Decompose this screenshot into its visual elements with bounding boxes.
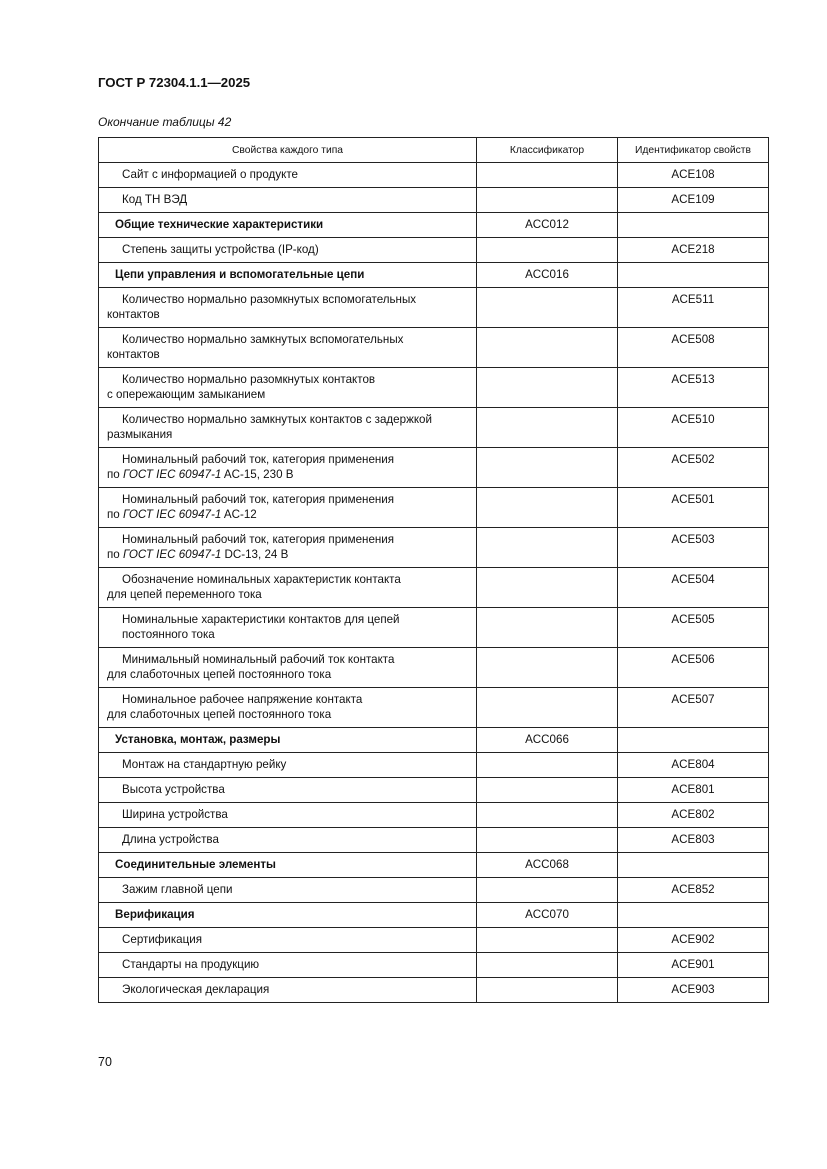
column-header-properties: Свойства каждого типа xyxy=(99,138,477,163)
column-header-property-id: Идентификатор свойств xyxy=(618,138,769,163)
classifier-cell: ACC066 xyxy=(477,728,618,753)
property-name-line1: Количество нормально разомкнутых контактов xyxy=(122,373,376,386)
property-name-line2-tail: DC-13, 24 В xyxy=(221,548,289,561)
property-name: Ширина устройства xyxy=(122,808,228,821)
table-row xyxy=(99,408,769,448)
property-name-cell xyxy=(99,853,477,878)
table-row xyxy=(99,328,769,368)
property-id-cell: ACE503 xyxy=(618,528,769,568)
property-name: Код ТН ВЭД xyxy=(122,193,188,206)
properties-table xyxy=(98,137,769,1003)
property-id-cell xyxy=(618,213,769,238)
property-id-cell: ACE504 xyxy=(618,568,769,608)
standard-reference: ГОСТ IEC 60947-1 xyxy=(122,468,222,481)
property-name-line1: Обозначение номинальных характеристик контакта xyxy=(122,573,401,586)
property-id-cell: ACE502 xyxy=(618,448,769,488)
property-name-cell xyxy=(99,188,477,213)
property-name-line1: Номинальный рабочий ток, категория применения xyxy=(122,533,395,546)
property-name-line1: Количество нормально разомкнутых вспомогательных xyxy=(122,293,417,306)
table-row xyxy=(99,448,769,488)
property-id-cell: ACE804 xyxy=(618,753,769,778)
classifier-cell xyxy=(477,368,618,408)
property-id-cell: ACE218 xyxy=(618,238,769,263)
property-name-cell xyxy=(99,778,477,803)
classifier-cell xyxy=(477,288,618,328)
classifier-cell xyxy=(477,978,618,1003)
classifier-cell xyxy=(477,188,618,213)
classifier-cell xyxy=(477,828,618,853)
table-row xyxy=(99,488,769,528)
classifier-cell xyxy=(477,753,618,778)
property-name-cell xyxy=(99,328,477,368)
property-name-cell xyxy=(99,528,477,568)
section-heading: Соединительные элементы xyxy=(115,858,276,871)
property-name-cell xyxy=(99,953,477,978)
table-caption: Окончание таблицы 42 xyxy=(98,115,232,129)
property-name-line1: Номинальный рабочий ток, категория применения xyxy=(122,453,395,466)
property-name-line1: Количество нормально замкнутых вспомогательных xyxy=(122,333,404,346)
classifier-cell xyxy=(477,238,618,263)
property-name-cell xyxy=(99,288,477,328)
table-row xyxy=(99,368,769,408)
classifier-cell: ACC070 xyxy=(477,903,618,928)
property-name-line2: по xyxy=(107,548,123,561)
property-name-cell xyxy=(99,828,477,853)
classifier-cell xyxy=(477,778,618,803)
property-id-cell: ACE802 xyxy=(618,803,769,828)
property-name-cell xyxy=(99,688,477,728)
property-name-line2: постоянного тока xyxy=(122,628,215,641)
property-name-line2: размыкания xyxy=(107,428,173,441)
property-name-line1: Номинальное рабочее напряжение контакта xyxy=(122,693,363,706)
property-id-cell: ACE901 xyxy=(618,953,769,978)
standard-reference: ГОСТ IEC 60947-1 xyxy=(122,548,222,561)
property-id-cell: ACE801 xyxy=(618,778,769,803)
property-name: Степень защиты устройства (IP-код) xyxy=(122,243,319,256)
property-id-cell: ACE902 xyxy=(618,928,769,953)
property-name-cell xyxy=(99,408,477,448)
property-id-cell xyxy=(618,728,769,753)
table-body xyxy=(99,163,769,1003)
classifier-cell xyxy=(477,163,618,188)
classifier-cell: ACC068 xyxy=(477,853,618,878)
property-id-cell: ACE511 xyxy=(618,288,769,328)
property-name: Стандарты на продукцию xyxy=(122,958,260,971)
classifier-cell xyxy=(477,408,618,448)
property-name-cell xyxy=(99,568,477,608)
property-id-cell: ACE513 xyxy=(618,368,769,408)
property-name-line1: Минимальный номинальный рабочий ток контакта xyxy=(122,653,395,666)
classifier-cell xyxy=(477,688,618,728)
page-number: 70 xyxy=(98,1055,112,1069)
property-name-cell xyxy=(99,648,477,688)
table-header-row xyxy=(99,138,769,163)
property-name-cell xyxy=(99,903,477,928)
classifier-cell xyxy=(477,648,618,688)
table-row xyxy=(99,608,769,648)
property-name-line2: контактов xyxy=(107,308,160,321)
table-row xyxy=(99,728,769,753)
property-name-line1: Количество нормально замкнутых контактов с задержкой xyxy=(122,413,432,426)
classifier-cell xyxy=(477,928,618,953)
property-name: Монтаж на стандартную рейку xyxy=(122,758,287,771)
classifier-cell xyxy=(477,803,618,828)
property-name-cell xyxy=(99,238,477,263)
classifier-cell xyxy=(477,488,618,528)
table-row xyxy=(99,903,769,928)
table-row xyxy=(99,648,769,688)
property-name-cell xyxy=(99,803,477,828)
section-heading: Общие технические характеристики xyxy=(115,218,324,231)
property-name-line2: для цепей переменного тока xyxy=(107,588,262,601)
table-row xyxy=(99,213,769,238)
table-row xyxy=(99,978,769,1003)
table-row xyxy=(99,568,769,608)
property-name-cell xyxy=(99,753,477,778)
table-row xyxy=(99,853,769,878)
property-id-cell: ACE510 xyxy=(618,408,769,448)
property-id-cell xyxy=(618,853,769,878)
property-name-cell xyxy=(99,213,477,238)
property-id-cell: ACE501 xyxy=(618,488,769,528)
property-id-cell: ACE109 xyxy=(618,188,769,213)
classifier-cell: ACC012 xyxy=(477,213,618,238)
property-name: Сайт с информацией о продукте xyxy=(122,168,298,181)
table-row xyxy=(99,288,769,328)
property-name-cell xyxy=(99,488,477,528)
classifier-cell: ACC016 xyxy=(477,263,618,288)
property-id-cell xyxy=(618,263,769,288)
classifier-cell xyxy=(477,878,618,903)
property-id-cell: ACE852 xyxy=(618,878,769,903)
property-name-line1: Номинальные характеристики контактов для цепей xyxy=(122,613,400,626)
property-name-cell xyxy=(99,978,477,1003)
classifier-cell xyxy=(477,528,618,568)
property-id-cell: ACE803 xyxy=(618,828,769,853)
property-name-cell xyxy=(99,263,477,288)
classifier-cell xyxy=(477,448,618,488)
table-row xyxy=(99,238,769,263)
property-name-line2: контактов xyxy=(107,348,160,361)
table-row xyxy=(99,263,769,288)
property-name: Сертификация xyxy=(122,933,202,946)
section-heading: Верификация xyxy=(115,908,195,921)
table-row xyxy=(99,953,769,978)
property-name-cell xyxy=(99,878,477,903)
property-id-cell: ACE508 xyxy=(618,328,769,368)
property-name: Экологическая декларация xyxy=(122,983,270,996)
table-row xyxy=(99,828,769,853)
standard-reference: ГОСТ IEC 60947-1 xyxy=(122,508,222,521)
table-row xyxy=(99,928,769,953)
property-name-line2-tail: AC-12 xyxy=(221,508,257,521)
property-name-line1: Номинальный рабочий ток, категория применения xyxy=(122,493,395,506)
property-id-cell: ACE903 xyxy=(618,978,769,1003)
section-heading: Цепи управления и вспомогательные цепи xyxy=(115,268,365,281)
property-name-line2: по xyxy=(107,508,123,521)
property-name-cell xyxy=(99,728,477,753)
property-name: Высота устройства xyxy=(122,783,225,796)
property-name: Длина устройства xyxy=(122,833,219,846)
property-id-cell: ACE108 xyxy=(618,163,769,188)
document-header: ГОСТ Р 72304.1.1—2025 xyxy=(98,75,251,90)
classifier-cell xyxy=(477,328,618,368)
table-row xyxy=(99,753,769,778)
property-name-line2: для слаботочных цепей постоянного тока xyxy=(107,668,332,681)
property-id-cell: ACE506 xyxy=(618,648,769,688)
property-name-line2: по xyxy=(107,468,123,481)
column-header-classifier: Классификатор xyxy=(477,138,618,163)
section-heading: Установка, монтаж, размеры xyxy=(115,733,281,746)
property-name-line2: для слаботочных цепей постоянного тока xyxy=(107,708,332,721)
property-name: Зажим главной цепи xyxy=(122,883,233,896)
property-name-line2-tail: AC-15, 230 В xyxy=(221,468,294,481)
classifier-cell xyxy=(477,568,618,608)
property-name-cell xyxy=(99,163,477,188)
property-name-line2: с опережающим замыканием xyxy=(107,388,266,401)
table-row xyxy=(99,688,769,728)
table-row xyxy=(99,528,769,568)
property-name-cell xyxy=(99,448,477,488)
property-name-cell xyxy=(99,368,477,408)
property-name-cell xyxy=(99,928,477,953)
table-row xyxy=(99,878,769,903)
classifier-cell xyxy=(477,953,618,978)
classifier-cell xyxy=(477,608,618,648)
property-id-cell: ACE505 xyxy=(618,608,769,648)
property-id-cell xyxy=(618,903,769,928)
property-name-cell xyxy=(99,608,477,648)
table-row xyxy=(99,778,769,803)
property-id-cell: ACE507 xyxy=(618,688,769,728)
table-row xyxy=(99,163,769,188)
table-row xyxy=(99,803,769,828)
table-row xyxy=(99,188,769,213)
